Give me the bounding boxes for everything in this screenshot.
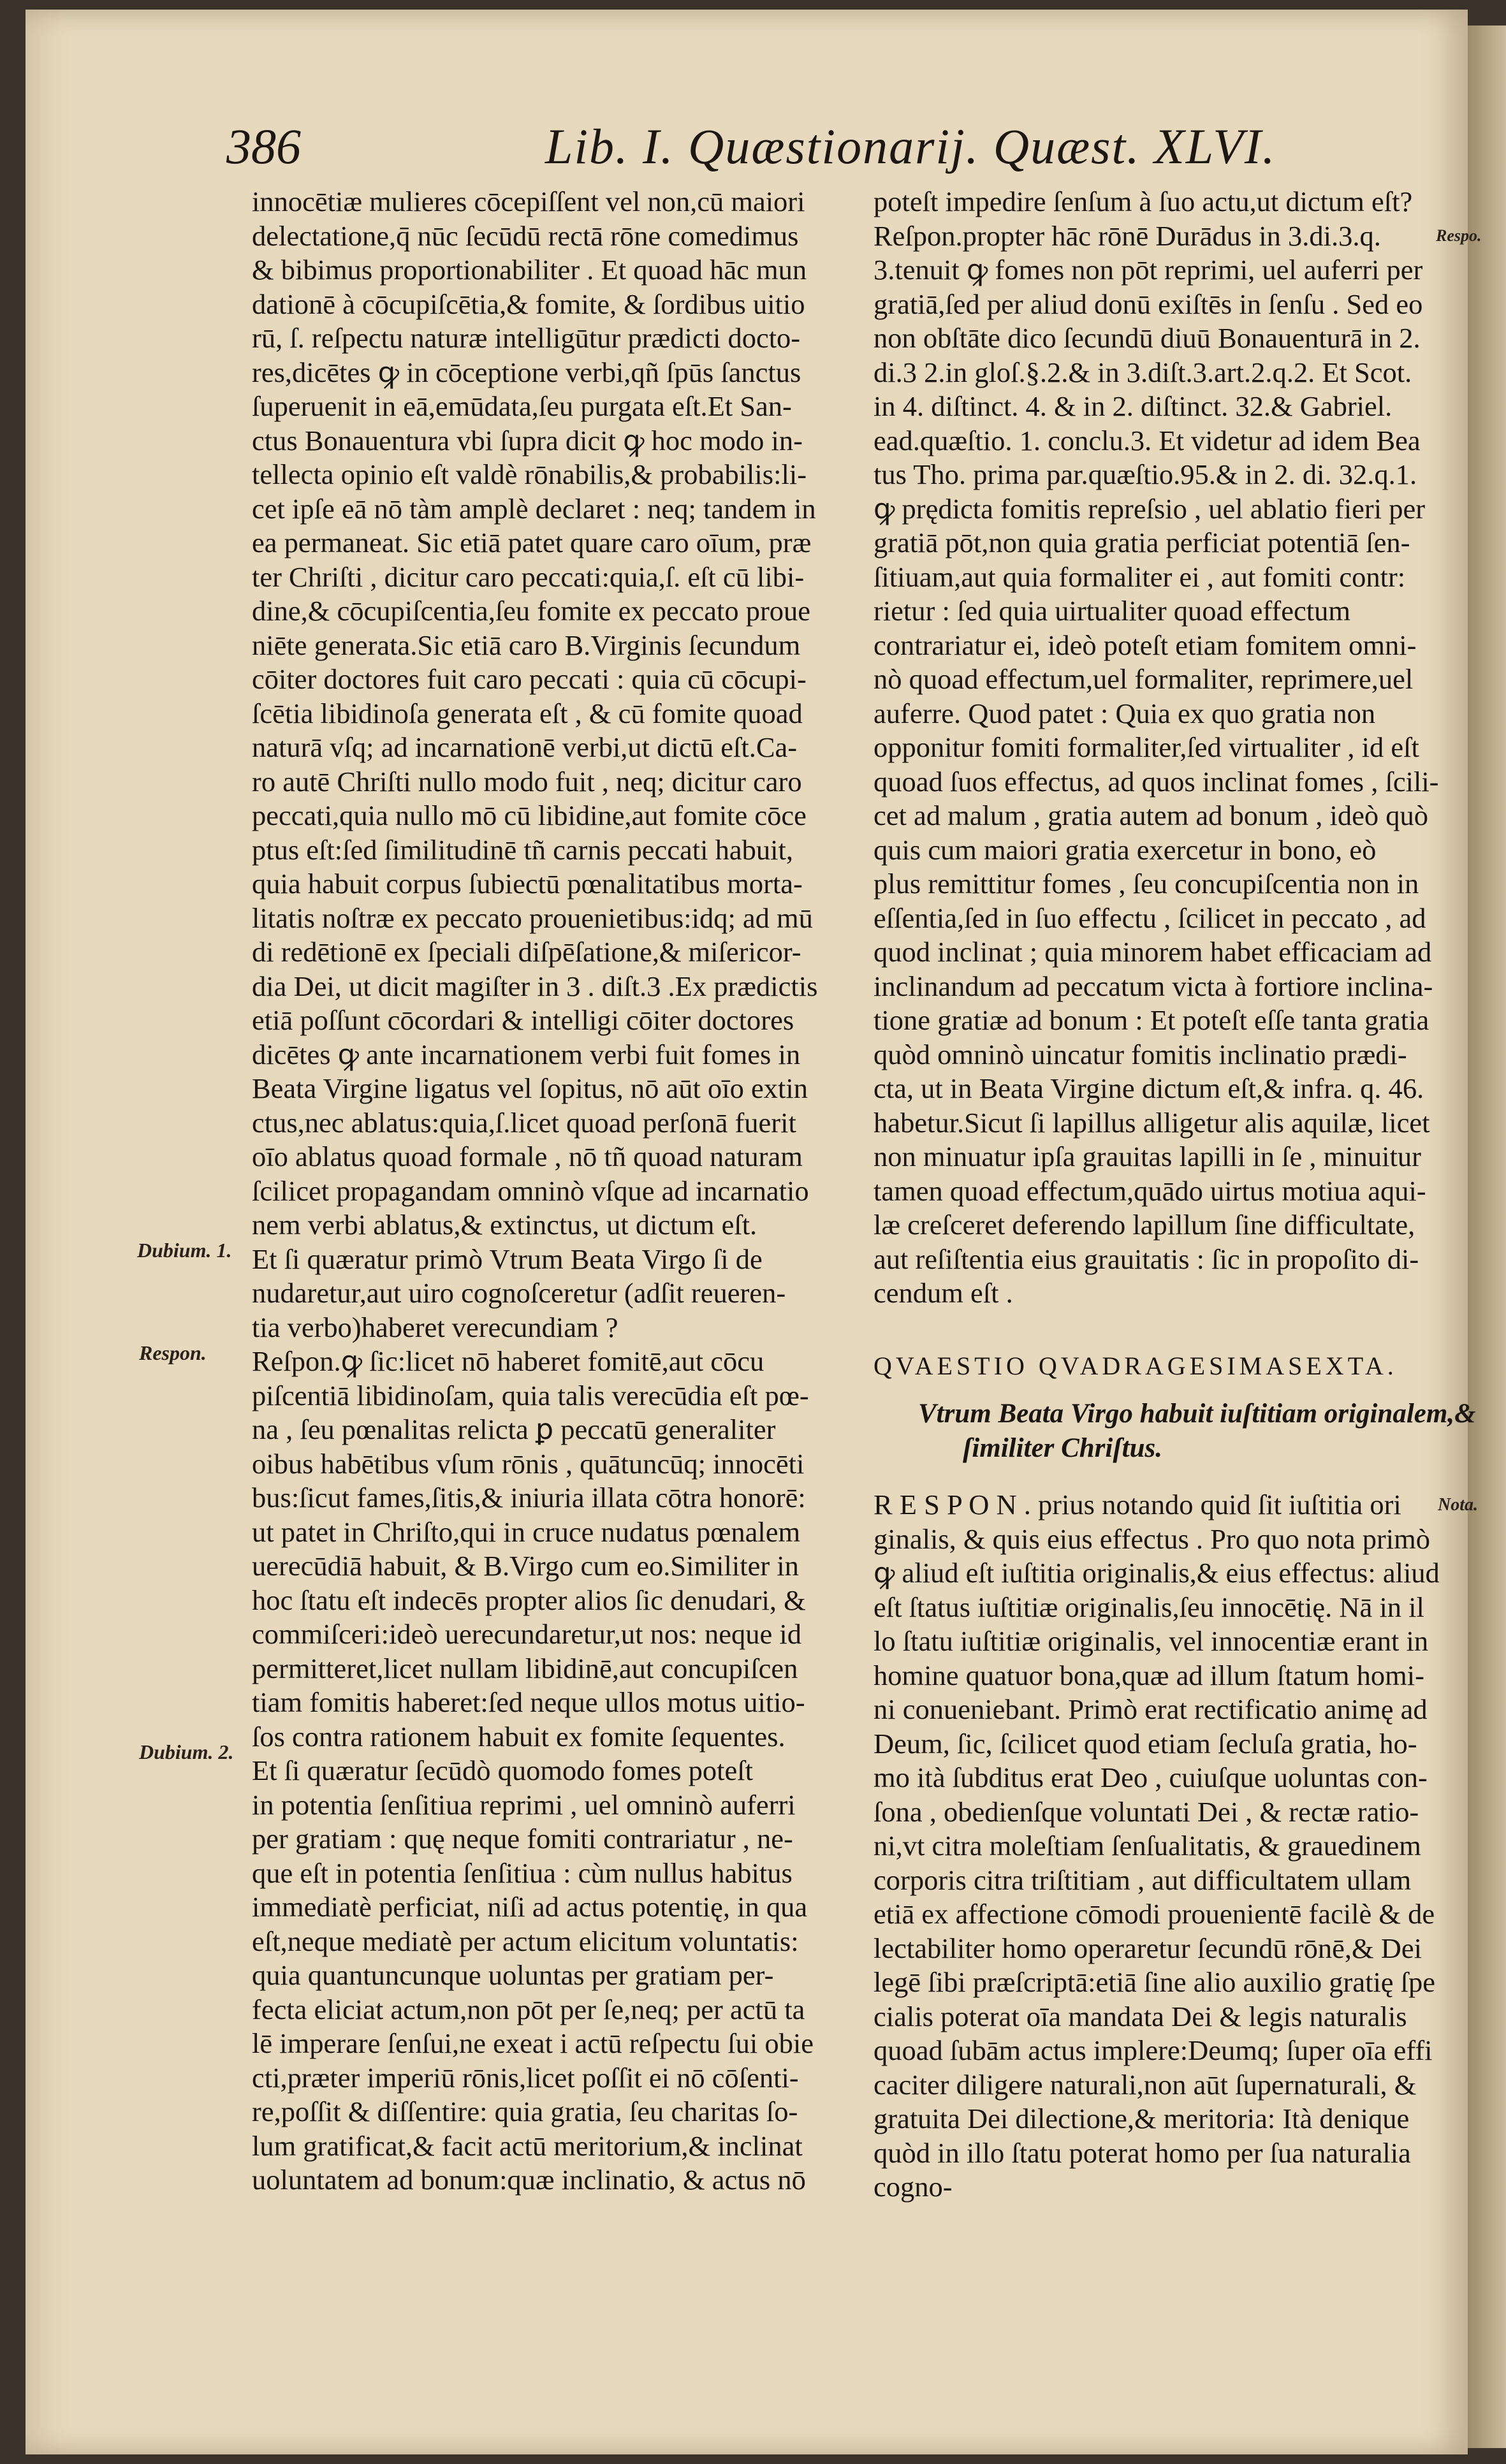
right-text-column: [874, 185, 1476, 2205]
text-line: ptus eſt:ſed ſimilitudinē tñ carnis peccati habuit,: [252, 833, 793, 866]
text-line: gratiā,ſed per aliud donū exiſtēs in ſenſu . Sed eo: [874, 288, 1423, 320]
text-line: piſcentiā libidinoſam, quia talis verecūdia eſt pœ-: [252, 1379, 809, 1411]
text-line: Et ſi quæratur ſecūdò quomodo fomes poteſt: [252, 1754, 754, 1786]
text-line: ſuperuenit in eā,emūdata,ſeu purgata eſt.Et San-: [252, 390, 792, 422]
text-line: gratuita Dei dilectione,& meritoria: Ità denique: [874, 2103, 1410, 2134]
text-line: dationē à cōcupiſcētia,& fomite, & ſordibus uitio: [252, 288, 805, 320]
text-line: ginalis, & quis eius effectus . Pro quo nota primò: [874, 1522, 1431, 1555]
text-line: tellecta opinio eſt valdè rōnabilis,& probabilis:li-: [252, 458, 807, 490]
left-text-column: [252, 185, 854, 2198]
text-line: bus:ſicut fames,ſitis,& iniuria illata cōtra honorē:: [252, 1482, 806, 1513]
text-line: cogno-: [874, 2171, 953, 2203]
text-line: rietur : ſed quia uirtualiter quoad effectum: [874, 595, 1350, 627]
text-line: nudaretur,aut uiro cognoſceretur (adſit reueren-: [252, 1277, 786, 1309]
text-line: inclinandum ad peccatum victa à fortiore inclina-: [874, 970, 1433, 1002]
text-line: per gratiam : quę neque fomiti contrariatur , ne-: [252, 1823, 793, 1855]
text-line: ter Chriſti , dicitur caro peccati:quia,ſ. eſt cū libi-: [252, 560, 805, 593]
text-line: peccati,quia nullo mō cū libidine,aut fomite cōce: [252, 799, 807, 831]
text-line: caciter diligere naturali,non aūt ſupernaturali, &: [874, 2068, 1417, 2101]
text-line: habetur.Sicut ſi lapillus alligetur alis aquilæ, licet: [874, 1106, 1430, 1139]
text-line: tiam fomitis haberet:ſed neque ullos motus uitio-: [252, 1686, 805, 1718]
text-line: eſt ſtatus iuſtitiæ originalis,ſeu innocētię. Nā in il: [874, 1591, 1424, 1623]
text-line: commiſceri:ideò uerecundaretur,ut nos: neque id: [252, 1618, 801, 1650]
text-line: res,dicētes ꝙ in cōceptione verbi,qñ ſpūs ſanctus: [252, 356, 801, 388]
text-line: ctus Bonauentura vbi ſupra dicit ꝙ hoc modo in-: [252, 424, 803, 456]
text-line: re,poſſit & diſſentire: quia gratia, ſeu charitas ſo-: [252, 2096, 798, 2127]
text-line: cōiter doctores fuit caro peccati : quia cū cōcupi-: [252, 663, 807, 695]
text-line: Deum, ſic, ſcilicet quod etiam ſecluſa gratia, ho-: [874, 1727, 1417, 1760]
text-line: contrariatur ei, ideò poteſt etiam fomitem omni-: [874, 629, 1417, 661]
text-line: innocētiæ mulieres cōcepiſſent vel non,cū maiori: [252, 186, 805, 217]
text-line: ni conueniebant. Primò erat rectificatio animę ad: [874, 1693, 1428, 1725]
text-line: etiā poſſunt cōcordari & intelligi cōiter doctores: [252, 1004, 794, 1036]
text-line: 3.tenuit ꝙ fomes non pōt reprimi, uel auferri per: [874, 254, 1423, 286]
text-line: litatis noſtræ ex peccato prouenietibus:idq; ad mū: [252, 901, 813, 934]
text-line: & bibimus proportionabiliter . Et quoad hāc mun: [252, 254, 807, 286]
text-line: uoluntatem ad bonum:quæ inclinatio, & actus nō: [252, 2164, 806, 2196]
text-line: rū, ſ. reſpectu naturæ intelligūtur prædicti docto-: [252, 322, 801, 354]
text-line: gratiā pōt,non quia gratia perficiat potentiā ſen-: [874, 527, 1410, 558]
text-line: nò quoad effectum,uel formaliter, reprimere,uel: [874, 663, 1414, 695]
text-line: di.3 2.in gloſ.§.2.& in 3.diſt.3.art.2.q.2. Et Scot.: [874, 356, 1412, 388]
text-line: naturā vſq; ad incarnationē verbi,ut dictū eſt.Ca-: [252, 731, 798, 763]
text-line: ſitiuam,aut quia formaliter ei , aut fomiti contr:: [874, 560, 1406, 593]
text-line: quoad ſuos effectus, ad quos inclinat fomes , ſcili-: [874, 765, 1439, 798]
text-line: ꝙ prędicta fomitis repreſsio , uel ablatio fieri per: [874, 492, 1426, 525]
text-line: cta, ut in Beata Virgine dictum eſt,& infra. q. 46.: [874, 1072, 1424, 1104]
text-line: opponitur fomiti formaliter,ſed virtualiter , id eſt: [874, 731, 1419, 763]
text-line: tia verbo)haberet verecundiam ?: [252, 1311, 618, 1343]
text-line: eſt,neque mediatè per actum elicitum voluntatis:: [252, 1925, 799, 1957]
text-line: ea permaneat. Sic etiā patet quare caro oīum, præ: [252, 527, 812, 558]
text-line: ro autē Chriſti nullo modo fuit , neq; dicitur caro: [252, 765, 802, 798]
right-column-bottom-text: [874, 1488, 1470, 2205]
margin-note-respon: Respon.: [139, 1341, 207, 1364]
text-line: auferre. Quod patet : Quia ex quo gratia non: [874, 697, 1376, 729]
text-line: quòd omninò uincatur fomitis inclinatio prædi-: [874, 1038, 1407, 1070]
text-line: quòd in illo ſtatu poterat homo per ſua naturalia: [874, 2136, 1411, 2169]
text-line: delectatione,q̄ nūc ſecūdū rectā rōne comedimus: [252, 219, 799, 252]
text-line: dine,& cōcupiſcentia,ſeu fomite ex peccato proue: [252, 595, 811, 627]
text-line: ꝙ aliud eſt iuſtitia originalis,& eius effectus: aliud: [874, 1557, 1440, 1589]
text-line: legē ſibi præſcriptā:etiā ſine alio auxilio gratię ſpe: [874, 1966, 1436, 1998]
text-line: permitteret,licet nullam libidinē,aut concupiſcen: [252, 1652, 798, 1684]
question-subtitle-line-2: ſimiliter Chriſtus.: [963, 1432, 1163, 1463]
text-line: non obſtāte dico ſecundū diuū Bonauenturā in 2.: [874, 322, 1421, 354]
text-line: cet ipſe eā nō tàm amplè declaret : neq; tandem in: [252, 492, 816, 525]
running-head: [226, 118, 1412, 188]
text-line: tione gratiæ ad bonum : Et poteſt eſſe tanta gratia: [874, 1004, 1429, 1036]
text-line: quia habuit corpus ſubiectū pœnalitatibus morta-: [252, 868, 803, 900]
text-line: ni,vt citra moleſtiam ſenſualitatis, & grauedinem: [874, 1830, 1421, 1862]
text-line: que eſt in potentia ſenſitiua : cùm nullus habitus: [252, 1856, 793, 1889]
text-line: lo ſtatu iuſtitiæ originalis, vel innocentiæ erant in: [874, 1625, 1429, 1657]
running-title: Lib. I. Quæstionarij. Quæst. XLVI.: [545, 119, 1276, 174]
text-line: immediatè perficiat, niſi ad actus potentię, in qua: [252, 1891, 808, 1923]
next-page-edge: [1466, 26, 1506, 2448]
text-line: in 4. diſtinct. 4. & in 2. diſtinct. 32.& Gabriel.: [874, 390, 1393, 422]
text-line: Et ſi quæratur primò Vtrum Beata Virgo ſi de: [252, 1243, 763, 1275]
text-line: ead.quæſtio. 1. conclu.3. Et videtur ad idem Bea: [874, 424, 1421, 456]
text-line: tamen quoad effectum,quādo uirtus motiua aqui-: [874, 1174, 1426, 1207]
text-line: nem verbi ablatus,& extinctus, ut dictum eſt.: [252, 1209, 757, 1241]
text-line: dicētes ꝙ ante incarnationem verbi fuit fomes in: [252, 1038, 801, 1070]
text-line: quod inclinat ; quia minorem habet efficaciam ad: [874, 936, 1432, 968]
margin-note-respo: Respo.: [1436, 226, 1482, 245]
text-line: mo ità ſubditus erat Deo , cuiuſque uoluntas con-: [874, 1761, 1428, 1793]
text-line: plus remittitur fomes , ſeu concupiſcentia non in: [874, 868, 1419, 900]
text-line: aut reſiſtentia eius grauitatis : ſic in propoſito di-: [874, 1243, 1419, 1275]
margin-note-dubium-1: Dubium. 1.: [137, 1239, 232, 1262]
text-line: oīo ablatus quoad formale , nō tñ quoad naturam: [252, 1141, 803, 1172]
text-line: Reſpon.ꝙ ſic:licet nō haberet fomitē,aut cōcu: [252, 1345, 764, 1377]
text-line: ctus,nec ablatus:quia,ſ.licet quoad perſonā fuerit: [252, 1106, 796, 1139]
text-line: R E S P O N . prius notando quid ſit iuſtitia ori: [874, 1489, 1401, 1520]
text-line: cet ad malum , gratia autem ad bonum , ideò quò: [874, 799, 1428, 831]
text-line: ut patet in Chriſto,qui in cruce nudatus pœnalem: [252, 1515, 801, 1548]
text-line: dia Dei, ut dicit magiſter in 3 . diſt.3 .Ex prædictis: [252, 970, 818, 1002]
text-line: Reſpon.propter hāc rōnē Durādus in 3.di.3.q.: [874, 219, 1381, 252]
text-line: uerecūdiā habuit, & B.Virgo cum eo.Similiter in: [252, 1550, 799, 1582]
text-line: di redētionē ex ſpeciali diſpēſatione,& miſericor-: [252, 936, 801, 968]
text-line: etiā ex affectione cōmodi prouenientē facilè & de: [874, 1898, 1435, 1930]
text-line: Beata Virgine ligatus vel ſopitus, nō aūt oīo extin: [252, 1072, 808, 1104]
question-subtitle-line-1: Vtrum Beata Virgo habuit iuſtitiam originalem,&: [918, 1399, 1476, 1429]
text-line: cti,præter imperiū rōnis,licet poſſit ei nō cōſenti-: [252, 2061, 799, 2094]
text-line: lum gratificat,& facit actū meritorium,& inclinat: [252, 2129, 803, 2162]
text-line: ſona , obedienſque voluntati Dei , & rectæ ratio-: [874, 1795, 1419, 1828]
text-line: corporis citra triſtitiam , aut difficultatem ullam: [874, 1863, 1412, 1896]
margin-note-nota: Nota.: [1438, 1495, 1478, 1515]
text-line: non minuatur ipſa grauitas lapilli in ſe , minuitur: [874, 1141, 1421, 1172]
text-line: in potentia ſenſitiua reprimi , uel omninò auferri: [252, 1788, 796, 1821]
text-line: ſcilicet propagandam omninò vſque ad incarnatio: [252, 1174, 809, 1207]
text-line: oibus habētibus vſum rōnis , quātuncūq; innocēti: [252, 1447, 805, 1480]
page-number: 386: [226, 119, 301, 174]
text-line: lectabiliter homo operaretur ſecundū rōnē,& Dei: [874, 1932, 1422, 1964]
text-line: cialis poterat oīa mandata Dei & legis naturalis: [874, 2000, 1407, 2032]
text-line: homine quatuor bona,quæ ad illum ſtatum homi-: [874, 1659, 1424, 1691]
text-line: quoad ſubām actus implere:Deumq; ſuper oīa effi: [874, 2034, 1433, 2066]
text-line: niēte generata.Sic etiā caro B.Virginis ſecundum: [252, 629, 801, 661]
text-line: na , ſeu pœnalitas relicta ꝑ peccatū generaliter: [252, 1413, 776, 1445]
text-line: hoc ſtatu eſt indecēs propter alios ſic denudari, &: [252, 1584, 806, 1616]
text-line: læ creſceret deferendo lapillum ſine difficultate,: [874, 1209, 1415, 1241]
text-line: ſcētia libidinoſa generata eſt , & cū fomite quoad: [252, 697, 803, 729]
text-line: lē imperare ſenſui,ne exeat i actū reſpectu ſui obie: [252, 2027, 814, 2059]
text-line: quis cum maiori gratia exercetur in bono, eò: [874, 833, 1377, 866]
margin-note-dubium-2: Dubium. 2.: [139, 1740, 234, 1763]
text-line: cendum eſt .: [874, 1277, 1013, 1309]
text-line: ſos contra rationem habuit ex fomite ſequentes.: [252, 1720, 786, 1753]
text-line: quia quantuncunque uoluntas per gratiam per-: [252, 1959, 774, 1991]
right-column-top-text: [874, 185, 1470, 1311]
text-line: fecta eliciat actum,non pōt per ſe,neq; per actū ta: [252, 1993, 805, 2025]
question-heading: QVAESTIO QVADRAGESIMASEXTA.: [874, 1351, 1398, 1380]
text-line: eſſentia,ſed in ſuo effectu , ſcilicet in peccato , ad: [874, 901, 1426, 934]
text-line: tus Tho. prima par.quæſtio.95.& in 2. di. 32.q.1.: [874, 458, 1417, 490]
text-line: poteſt impedire ſenſum à ſuo actu,ut dictum eſt?: [874, 186, 1413, 217]
